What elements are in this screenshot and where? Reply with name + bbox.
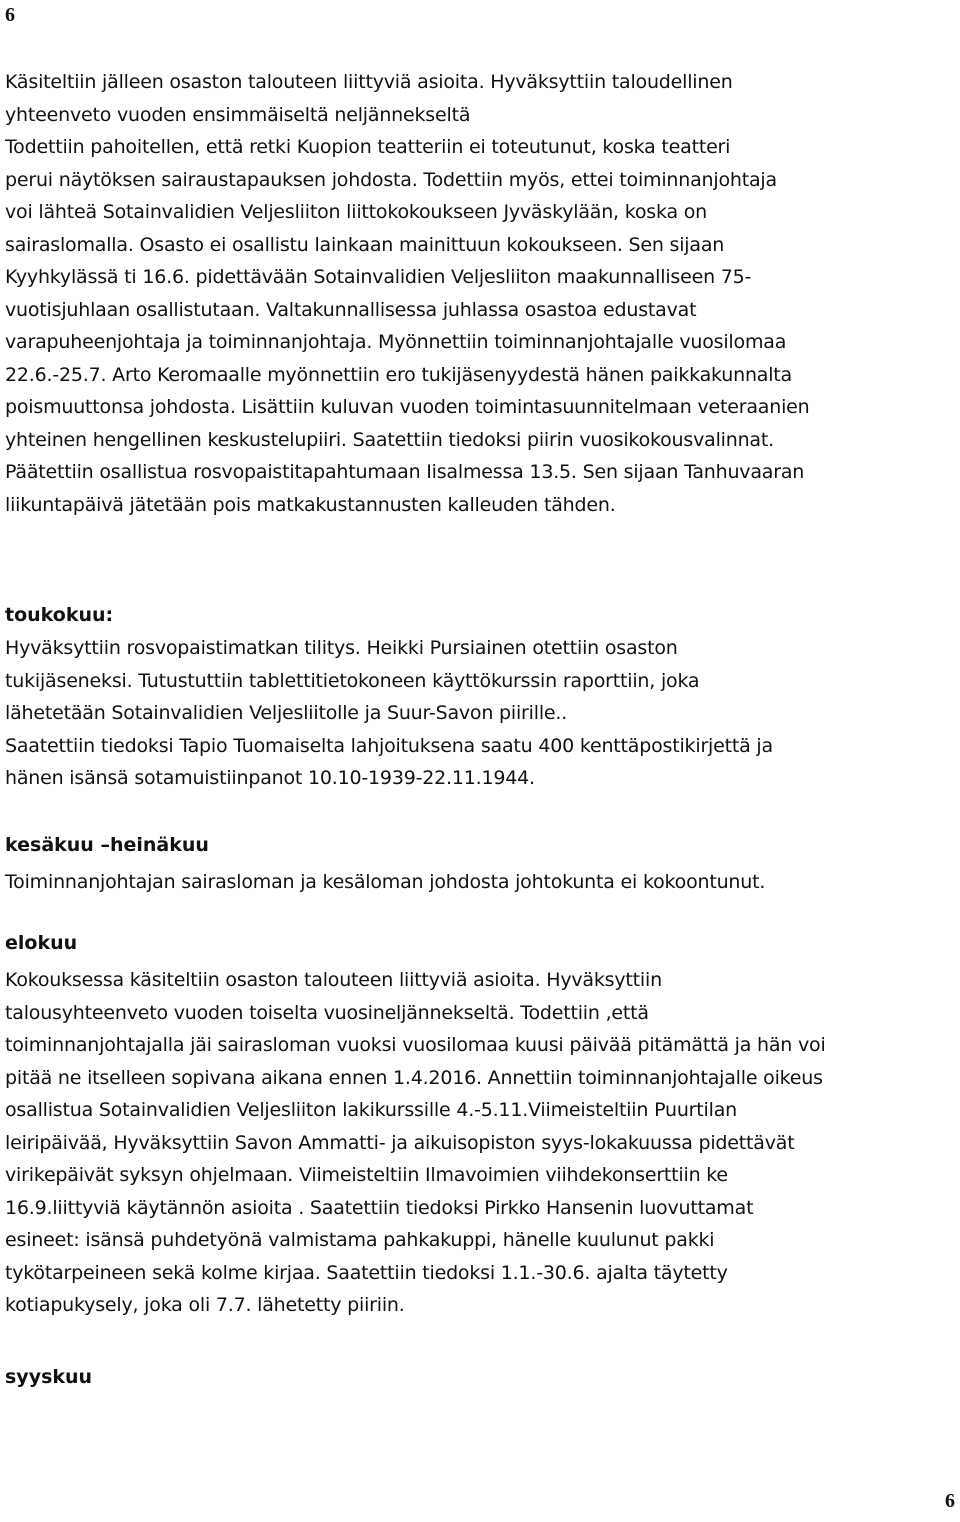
intro-line: sairaslomalla. Osasto ei osallistu lainkaan mainittuun kokoukseen. Sen sijaan: [5, 233, 725, 256]
elokuu-line: pitää ne itselleen sopivana aikana ennen 1.4.2016. Annettiin toiminnanjohtajalle oikeus: [5, 1066, 823, 1089]
intro-line: Kyyhkylässä ti 16.6. pidettävään Sotainvalidien Veljesliiton maakunnalliseen 75-: [5, 266, 752, 288]
intro-line: liikuntapäivä jätetään pois matkakustannusten kalleuden tähden.: [5, 493, 616, 516]
kesakuu-line: Toiminnanjohtajan sairasloman ja kesäloman johdosta johtokunta ei kokoontunut.: [5, 871, 766, 893]
intro-line: poismuuttonsa johdosta. Lisättiin kuluvan vuoden toimintasuunnitelmaan veteraanien: [5, 396, 810, 418]
page-number-top: 6: [5, 4, 15, 26]
toukokuu-line: Saatettiin tiedoksi Tapio Tuomaiselta lahjoituksena saatu 400 kenttäpostikirjettä ja: [5, 734, 773, 757]
intro-line: Päätettiin osallistua rosvopaistitapahtumaan Iisalmessa 13.5. Sen sijaan Tanhuvaaran: [5, 461, 805, 483]
elokuu-line: leiripäivää, Hyväksyttiin Savon Ammatti- ja aikuisopiston syys-lokakuussa pidettävät: [5, 1131, 795, 1154]
toukokuu-line: tukijäseneksi. Tutustuttiin tablettitietokoneen käyttökurssin raporttiin, joka: [5, 669, 700, 692]
intro-line: yhteenveto vuoden ensimmäiseltä neljännekseltä: [5, 103, 471, 126]
elokuu-line: 16.9.liittyviä käytännön asioita . Saatettiin tiedoksi Pirkko Hansenin luovuttamat: [5, 1196, 754, 1219]
elokuu-line: tykötarpeineen sekä kolme kirjaa. Saatettiin tiedoksi 1.1.-30.6. ajalta täytetty: [5, 1261, 728, 1284]
toukokuu-line: lähetetään Sotainvalidien Veljesliitolle ja Suur-Savon piirille..: [5, 702, 568, 724]
intro-line: yhteinen hengellinen keskustelupiiri. Saatettiin tiedoksi piirin vuosikokousvalinnat.: [5, 428, 774, 451]
elokuu-line: kotiapukysely, joka oli 7.7. lähetetty piiriin.: [5, 1294, 405, 1316]
heading-toukokuu: toukokuu:: [5, 604, 114, 626]
heading-elokuu: elokuu: [5, 932, 78, 954]
intro-paragraph: [5, 66, 955, 521]
intro-line: varapuheenjohtaja ja toiminnanjohtaja. Myönnettiin toiminnanjohtajalle vuosilomaa: [5, 331, 787, 353]
intro-line: Käsiteltiin jälleen osaston talouteen liittyviä asioita. Hyväksyttiin taloudellinen: [5, 71, 733, 93]
toukokuu-line: hänen isänsä sotamuistiinpanot 10.10-1939-22.11.1944.: [5, 767, 535, 789]
section-elokuu-body: [5, 964, 955, 1322]
elokuu-line: esineet: isänsä puhdetyönä valmistama pahkakuppi, hänelle kuulunut pakki: [5, 1229, 715, 1251]
heading-syyskuu: syyskuu: [5, 1366, 93, 1388]
intro-line: vuotisjuhlaan osallistutaan. Valtakunnallisessa juhlassa osastoa edustavat: [5, 298, 697, 321]
heading-kesakuu-heinakuu: kesäkuu –heinäkuu: [5, 834, 209, 856]
section-kesakuu-body: [5, 866, 955, 899]
section-toukokuu-body: [5, 632, 955, 795]
intro-line: Todettiin pahoitellen, että retki Kuopion teatteriin ei toteutunut, koska teatteri: [5, 136, 731, 158]
elokuu-line: virikepäivät syksyn ohjelmaan. Viimeisteltiin Ilmavoimien viihdekonserttiin ke: [5, 1164, 728, 1186]
elokuu-line: Kokouksessa käsiteltiin osaston talouteen liittyviä asioita. Hyväksyttiin: [5, 969, 662, 991]
intro-line: 22.6.-25.7. Arto Keromaalle myönnettiin ero tukijäsenyydestä hänen paikkakunnalta: [5, 363, 792, 386]
intro-line: perui näytöksen sairaustapauksen johdosta. Todettiin myös, ettei toiminnanjohtaja: [5, 168, 777, 191]
elokuu-line: talousyhteenveto vuoden toiselta vuosineljännekseltä. Todettiin ,että: [5, 1001, 649, 1024]
elokuu-line: osallistua Sotainvalidien Veljesliiton lakikurssille 4.-5.11.Viimeisteltiin Puurtilan: [5, 1099, 737, 1121]
page-number-bottom: 6: [945, 1490, 955, 1512]
elokuu-line: toiminnanjohtajalla jäi sairasloman vuoksi vuosilomaa kuusi päivää pitämättä ja hän voi: [5, 1034, 826, 1056]
toukokuu-line: Hyväksyttiin rosvopaistimatkan tilitys. Heikki Pursiainen otettiin osaston: [5, 637, 678, 659]
intro-line: voi lähteä Sotainvalidien Veljesliiton liittokokoukseen Jyväskylään, koska on: [5, 201, 707, 223]
